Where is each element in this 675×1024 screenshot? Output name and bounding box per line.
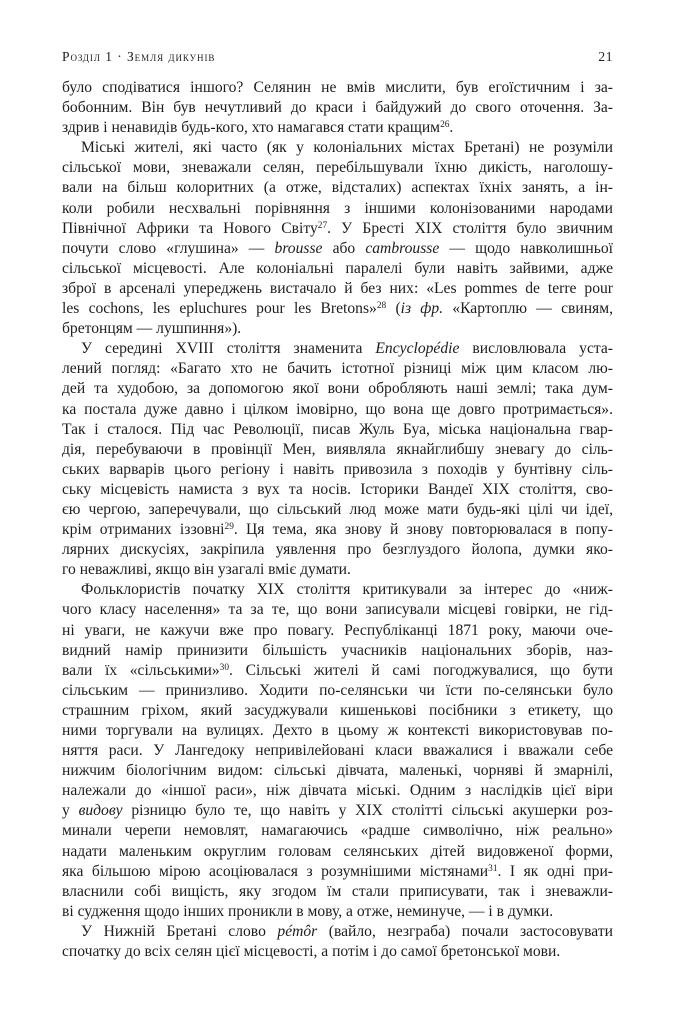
text-line — [62, 621, 613, 641]
text-line — [62, 199, 613, 219]
text-line — [62, 862, 613, 882]
text-run: різницю було те, що навіть у XIX столітті сільські акушерки роз- — [122, 802, 613, 820]
text-line — [62, 299, 613, 319]
text-run: . Ця тема, яка знову й знову повторювалася в попу- — [233, 521, 613, 539]
text-run: належали до «іншої раси», ніж дівчата міські. Одним з наслідків цієї віри — [62, 782, 613, 800]
footnote-ref: 30 — [219, 662, 230, 673]
text-line — [62, 420, 613, 440]
text-run: ними торгували на вулицях. Дехто в цьому ж контексті використовував по- — [62, 722, 613, 739]
footnote-ref: 29 — [224, 521, 234, 532]
text-run: ві судження щодо інших проникли в мову, а отже, неминуче, — і в думки. — [62, 902, 554, 920]
emphasis-text: brousse — [274, 239, 323, 257]
text-line — [62, 942, 613, 962]
text-run: Фольклористів початку XIX століття критикували за інтерес до «ниж- — [81, 581, 613, 599]
text-run: ні уваги, не кажучи вже про повагу. Республіканці 1871 року, маючи оче- — [62, 621, 613, 639]
footnote-ref: 31 — [488, 863, 498, 874]
text-line — [62, 661, 613, 681]
text-line — [62, 520, 613, 540]
paragraph — [62, 339, 613, 580]
text-run: — щодо навколишньої — [439, 239, 613, 257]
text-run: Північної Африки та Нового Світу — [62, 219, 318, 237]
text-run: Так і сталося. Під час Революції, писав Жуль Буа, міська національна гвар- — [62, 420, 613, 438]
text-line — [62, 741, 613, 761]
text-run: чого класу населення» та за те, що вони записували місцеві говірки, не гід- — [62, 601, 613, 619]
text-line — [62, 98, 613, 118]
text-run: страшним гріхом, який засуджували кишенькові посібники з етикету, що — [62, 701, 613, 719]
text-run: лений погляд: «Багато хто не бачить істотної різниці між цим класом лю- — [62, 360, 613, 378]
paragraph — [62, 922, 613, 962]
text-run: ( — [386, 300, 401, 318]
text-run: Міські жителі, які часто (як у колоніальних містах Бретані) не розуміли — [81, 139, 613, 157]
text-line — [62, 540, 613, 560]
text-line — [62, 359, 613, 379]
text-run: няття раси. У Лангедоку непривілейовані класи вважалися і вважали себе — [62, 742, 613, 760]
text-run: У середині XVIII століття знаменита — [81, 340, 376, 358]
text-run: або — [322, 239, 366, 257]
text-run: власнили собі вищість, яку згодом їм стали приписувати, так і зневажли- — [62, 882, 613, 900]
text-run: ську місцевість намиста з вух та носів. Історики Вандеї XIX століття, сво- — [62, 480, 613, 498]
text-run: У Нижній Бретані слово — [81, 922, 278, 940]
text-line — [62, 600, 613, 620]
text-run: . — [449, 119, 454, 137]
text-run: зброї в арсеналі упереджень вистачало й без них: «Les pommes de terre pour — [62, 279, 613, 297]
text-run: сільської мови, зневажали селян, перебільшували їхню дикість, наголошу- — [62, 159, 613, 177]
body-text — [62, 78, 613, 962]
text-run: бретонцям — лушпиння»). — [62, 320, 242, 338]
text-run: . І як одні при- — [497, 862, 614, 880]
text-run: крім отриманих іззовні — [62, 521, 225, 539]
text-run: «Картоплю — свиням, — [443, 300, 613, 318]
text-line — [62, 279, 613, 299]
text-line — [62, 701, 613, 721]
text-run: коли робили несхвальні порівняння з іншими колонізованими народами — [62, 199, 613, 217]
text-line — [62, 761, 613, 781]
text-line — [62, 681, 613, 701]
text-run: висловлювала уста- — [459, 340, 613, 358]
text-run: у — [62, 802, 79, 820]
text-line — [62, 721, 613, 741]
text-run: яка більшою мірою асоціювалася з розумнішими містянами — [62, 862, 489, 880]
text-run: (вайло, незграба) почали застосовувати — [317, 922, 613, 940]
text-line — [62, 379, 613, 399]
text-run: почути слово «глушина» — — [62, 239, 275, 257]
text-line — [62, 821, 613, 841]
text-run: надати маленьким округлим головам селянських дітей видовженої форми, — [62, 842, 613, 860]
text-line — [62, 560, 613, 580]
text-run: нижчим біологічним видом: сільські дівчата, маленькі, чорняві й змарнілі, — [62, 762, 613, 780]
text-run: сільської місцевості. Але колоніальні паралелі були навіть зайвими, адже — [62, 259, 613, 277]
emphasis-text: pémôr — [277, 922, 318, 940]
text-run: лярних дискусіях, закріпила уявлення про безглуздого йолопа, думки яко- — [62, 541, 613, 559]
text-run: les cochons, les epluchures pour les Bretons» — [62, 300, 377, 318]
text-line — [62, 480, 613, 500]
footnote-ref: 26 — [440, 120, 450, 131]
text-run: вали їх «сільськими» — [62, 661, 220, 679]
text-line — [62, 922, 613, 942]
text-run: . Сільські жителі й самі погоджувалися, що бути — [229, 661, 613, 679]
emphasis-text: видову — [78, 802, 123, 820]
text-run: минали черепи немовлят, намагаючись «радше символічно, ніж реально» — [62, 822, 613, 840]
text-line — [62, 460, 613, 480]
text-line — [62, 178, 613, 198]
text-line — [62, 781, 613, 801]
emphasis-text: із фр. — [400, 300, 444, 318]
text-line — [62, 219, 613, 239]
text-line — [62, 259, 613, 279]
text-run: спочатку до всіх селян цієї місцевості, а потім і до самої бретонської мови. — [62, 943, 561, 961]
text-run: вали на більш колоритних (а отже, відсталих) аспектах їхніх занять, а ін- — [62, 179, 613, 197]
text-run: єю чергою, заперечували, що сільський люд може мати будь-які цілі чи ідеї, — [62, 500, 613, 518]
text-line — [62, 440, 613, 460]
text-line — [62, 239, 613, 259]
paragraph — [62, 78, 613, 138]
text-line — [62, 801, 613, 821]
text-line — [62, 400, 613, 420]
text-line — [62, 902, 613, 922]
running-head — [62, 47, 613, 67]
text-line — [62, 118, 613, 138]
text-run: було сподіватися іншого? Селянин не вмів мислити, був егоїстичним і за- — [62, 79, 613, 96]
text-run: сільським — принизливо. Ходити по-селянськи чи їсти по-селянськи було — [62, 681, 613, 699]
text-line — [62, 138, 613, 158]
text-run: дія, перебуваючи в провінції Мен, виявляла якнайглибшу зневагу до сіль- — [62, 440, 613, 458]
paragraph — [62, 138, 613, 339]
emphasis-text: cambrousse — [365, 239, 440, 257]
text-run: ських варварів цього регіону і навіть привозила з походів у бунтівну сіль- — [62, 460, 613, 478]
text-line — [62, 500, 613, 520]
footnote-ref: 28 — [376, 300, 387, 311]
emphasis-text: Encyclopédie — [375, 340, 460, 358]
text-line — [62, 339, 613, 359]
text-run: го неважливі, якщо він узагалі вміє думати. — [62, 561, 351, 579]
text-line — [62, 842, 613, 862]
paragraph — [62, 580, 613, 922]
footnote-ref: 27 — [317, 220, 328, 231]
text-run: ка постала дуже давно і цілком імовірно, що вона ще довго протримається». — [62, 400, 613, 418]
text-line — [62, 641, 613, 661]
text-line — [62, 882, 613, 902]
page-number: 21 — [598, 49, 613, 64]
text-run: здрив і ненавидів будь-кого, хто намагався стати кращим — [62, 119, 441, 137]
text-line — [62, 78, 613, 98]
chapter-title: Розділ 1 · Земля дикунів — [62, 49, 216, 64]
text-run: видний намір принизити більшість учасників національних зборів, наз- — [62, 641, 613, 659]
text-run: дей та худобою, за допомогою якої вони обробляють наші землі; така дум- — [62, 380, 613, 398]
text-run: бобонним. Він був нечутливий до краси і байдужий до свого оточення. За- — [62, 99, 613, 117]
text-line — [62, 319, 613, 339]
text-run: . У Бресті XIX століття було звичним — [327, 219, 613, 237]
text-line — [62, 158, 613, 178]
text-line — [62, 580, 613, 600]
